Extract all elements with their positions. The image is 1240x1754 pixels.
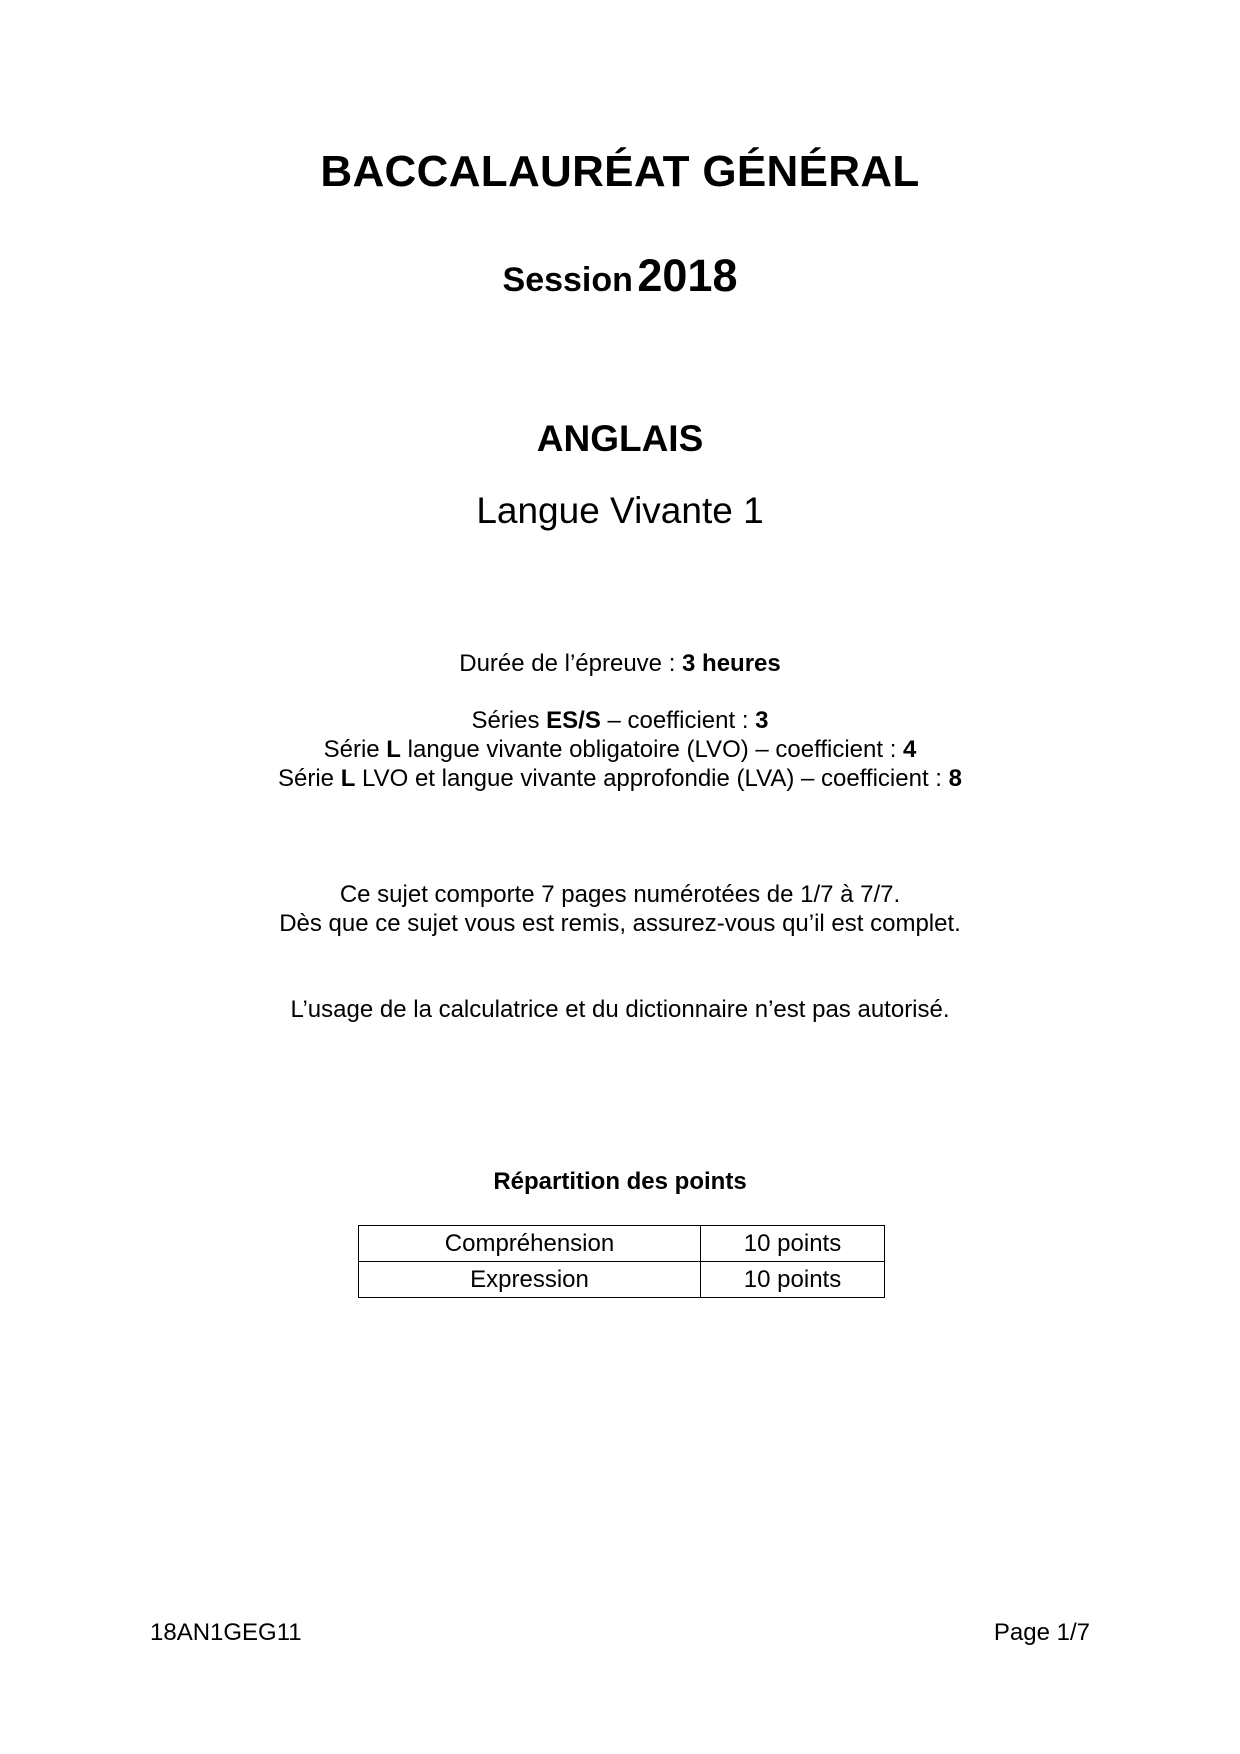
- points-value: 10 points: [701, 1262, 885, 1298]
- session-year: 2018: [637, 250, 738, 301]
- pages-notice: Ce sujet comporte 7 pages numérotées de 1/7 à 7/7.: [339, 881, 901, 908]
- series-line-es-s: Séries ES/S – coefficient : 3: [471, 707, 769, 734]
- points-title: Répartition des points: [493, 1168, 747, 1195]
- points-value: 10 points: [701, 1226, 885, 1262]
- complete-notice: Dès que ce sujet vous est remis, assurez-vous qu’il est complet.: [279, 910, 961, 937]
- series-line-l-lvo: Série L langue vivante obligatoire (LVO) – coefficient : 4: [323, 736, 917, 763]
- table-row: [359, 1226, 885, 1262]
- footer-code: 18AN1GEG11: [150, 1619, 302, 1646]
- subject-level: Langue Vivante 1: [476, 490, 764, 531]
- duration-label: Durée de l’épreuve :: [459, 650, 683, 677]
- points-table: [358, 1225, 885, 1298]
- exam-title: BACCALAURÉAT GÉNÉRAL: [320, 147, 920, 196]
- session-word: Session: [502, 261, 633, 299]
- points-label: Compréhension: [359, 1226, 701, 1262]
- table-row: [359, 1262, 885, 1298]
- duration-value: 3 heures: [682, 650, 781, 677]
- duration-line: [0, 650, 1240, 678]
- subject-name: ANGLAIS: [536, 418, 704, 459]
- series-line-l-lva: Série L LVO et langue vivante approfondie (LVA) – coefficient : 8: [278, 765, 962, 792]
- footer-page-number: Page 1/7: [993, 1619, 1090, 1646]
- session-line: [0, 250, 1240, 302]
- usage-notice: L’usage de la calculatrice et du dictionnaire n’est pas autorisé.: [290, 996, 950, 1023]
- points-label: Expression: [359, 1262, 701, 1298]
